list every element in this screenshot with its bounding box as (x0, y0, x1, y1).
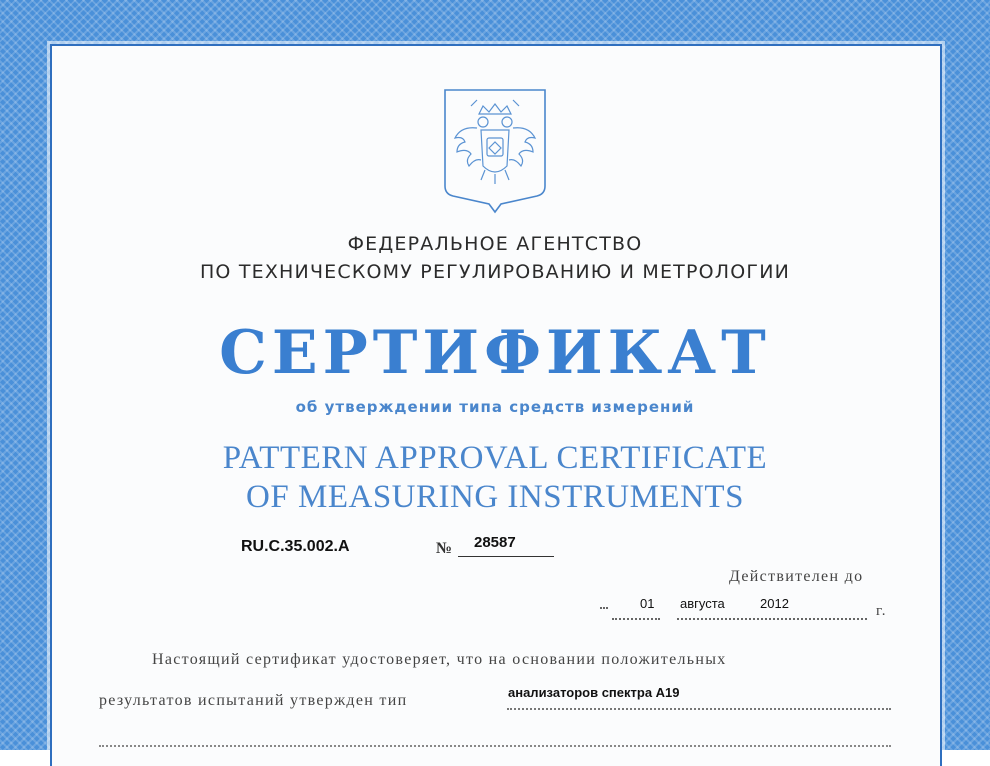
coat-of-arms-emblem-icon (441, 86, 549, 216)
instrument-type: анализаторов спектра А19 (508, 685, 680, 700)
certificate-title-en-line2: OF MEASURING INSTRUMENTS (246, 479, 744, 515)
instrument-type-dotted-line (507, 708, 891, 710)
body-text-line1: Настоящий сертификат удостоверяет, что на основании положительных (152, 651, 727, 668)
date-dotted-line (677, 618, 867, 620)
valid-date-month: августа (680, 596, 725, 611)
certificate-subtitle: об утверждении типа средств измерений (295, 398, 695, 416)
bottom-dotted-line (99, 745, 891, 747)
certificate-code: RU.C.35.002.A (241, 538, 350, 555)
body-text-line2: результатов испытаний утвержден тип (99, 692, 408, 709)
certificate-title: СЕРТИФИКАТ (219, 318, 771, 388)
valid-date-day: 01 (640, 596, 655, 611)
number-sign: № (436, 540, 453, 557)
agency-name-line1: ФЕДЕРАЛЬНОЕ АГЕНТСТВО (347, 233, 643, 255)
date-dotted-line (612, 618, 660, 620)
certificate-title-en-line1: PATTERN APPROVAL CERTIFICATE (222, 440, 768, 476)
number-underline (458, 556, 554, 557)
agency-name-line2: ПО ТЕХНИЧЕСКОМУ РЕГУЛИРОВАНИЮ И МЕТРОЛОГИИ (199, 261, 791, 283)
certificate-number: 28587 (474, 534, 516, 551)
year-suffix: г. (876, 603, 887, 619)
valid-date-year: 2012 (760, 596, 789, 611)
valid-until-label: Действителен до (729, 568, 864, 585)
date-dotted-line (600, 607, 608, 609)
